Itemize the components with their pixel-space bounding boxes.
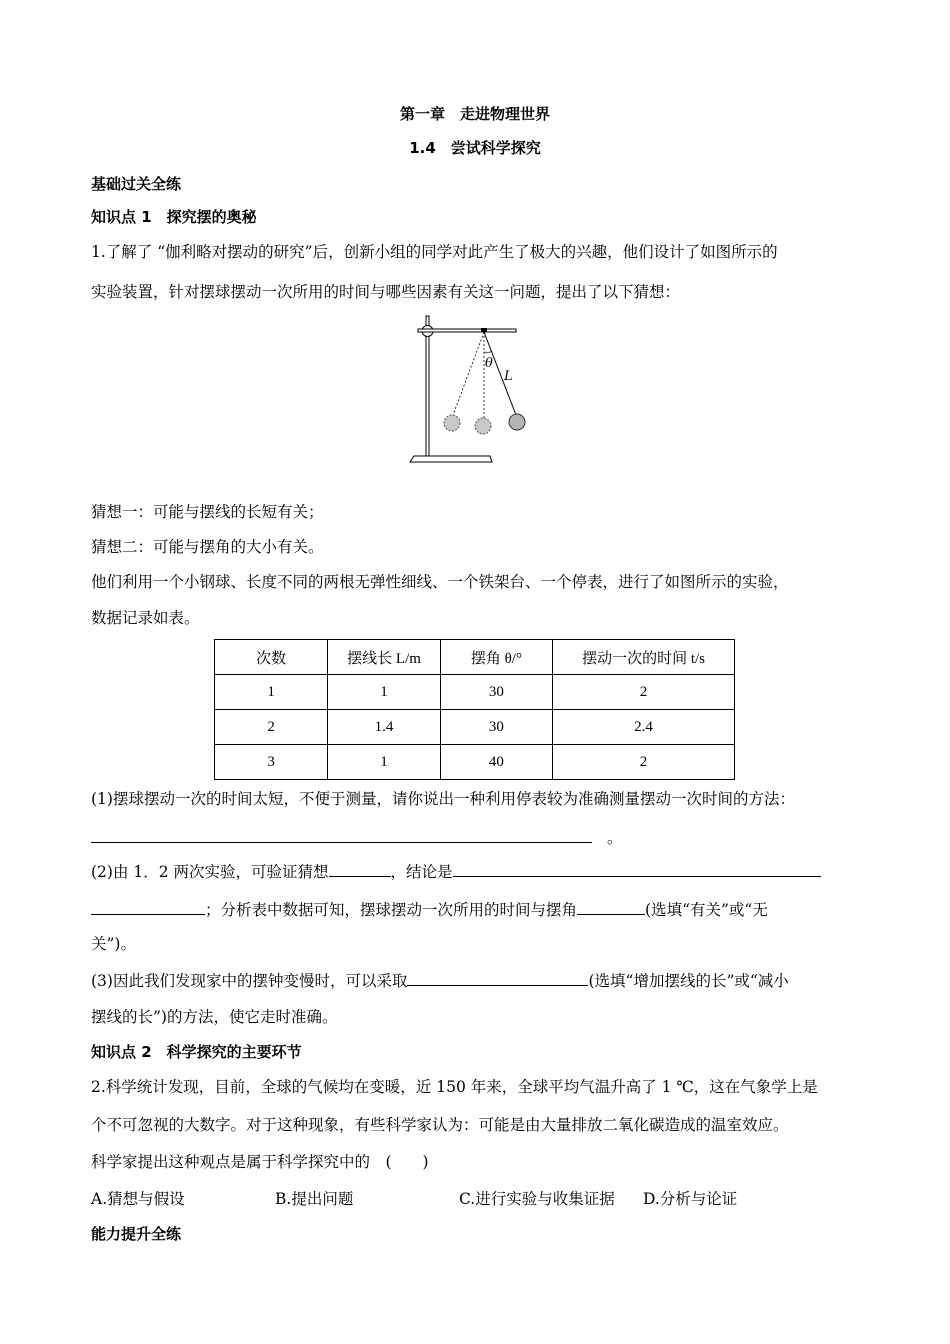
q1-text-line-2: 实验装置，针对摆球摆动一次所用的时间与哪些因素有关这一问题，提出了以下猜想： bbox=[91, 283, 681, 301]
table-row bbox=[215, 675, 735, 710]
table-cell: 1.4 bbox=[328, 710, 440, 745]
dashed-string-left bbox=[453, 332, 484, 415]
table-cell: 1 bbox=[328, 745, 440, 780]
pendulum-ball bbox=[509, 414, 525, 430]
table-row bbox=[215, 710, 735, 745]
table-cell: 30 bbox=[440, 675, 552, 710]
sub-question-2-line-2 bbox=[91, 899, 768, 920]
data-table bbox=[214, 639, 735, 780]
sub2-text-c: ；分析表中数据可知，摆球摆动一次所用的时间与摆角 bbox=[205, 901, 578, 919]
q1-text-line-4: 数据记录如表。 bbox=[91, 609, 200, 627]
sub2-text-b: ，结论是 bbox=[390, 863, 453, 881]
q1-text-line-3: 他们利用一个小钢球、长度不同的两根无弹性细线、一个铁架台、一个停表，进行了如图所示的实验， bbox=[91, 573, 789, 591]
table-cell: 40 bbox=[440, 745, 552, 780]
stand-base bbox=[410, 456, 492, 462]
answer-blank-clock[interactable] bbox=[407, 970, 588, 986]
sub-question-1-answer-line bbox=[91, 827, 622, 848]
sub3-text-a: (3)因此我们发现家中的摆钟变慢时，可以采取 bbox=[91, 972, 408, 990]
sub2-text-a: (2)由 1．2 两次实验，可验证猜想 bbox=[91, 863, 329, 881]
chapter-title: 第一章 走进物理世界 bbox=[399, 105, 550, 123]
part-heading-basic: 基础过关全练 bbox=[91, 175, 182, 193]
table-cell: 2 bbox=[553, 675, 735, 710]
table-cell: 3 bbox=[215, 745, 328, 780]
part-heading-advanced: 能力提升全练 bbox=[91, 1225, 182, 1243]
section-title: 1.4 尝试科学探究 bbox=[409, 139, 541, 157]
stand-arm bbox=[418, 329, 516, 332]
sub-question-3-line-1 bbox=[91, 970, 789, 991]
period-mark: 。 bbox=[606, 829, 623, 847]
theta-label: θ bbox=[485, 356, 493, 371]
option-c[interactable]: C.进行实验与收集证据 bbox=[459, 1190, 615, 1208]
option-a[interactable]: A.猜想与假设 bbox=[91, 1190, 185, 1208]
table-row bbox=[215, 745, 735, 780]
q2-text-line-2: 个不可忽视的大数字。对于这种现象，有些科学家认为：可能是由大量排放二氧化碳造成的温室效应。 bbox=[91, 1116, 789, 1134]
pivot-block bbox=[481, 328, 487, 332]
knowledge-point-1-heading: 知识点 1 探究摆的奥秘 bbox=[91, 208, 257, 226]
knowledge-point-2-heading: 知识点 2 科学探究的主要环节 bbox=[91, 1043, 302, 1061]
angle-arc bbox=[484, 351, 492, 352]
table-header-cell: 次数 bbox=[215, 640, 328, 675]
table-header-cell: 摆线长 L/m bbox=[328, 640, 440, 675]
length-label: L bbox=[504, 369, 513, 384]
answer-blank-method[interactable] bbox=[91, 827, 592, 843]
table-cell: 2 bbox=[553, 745, 735, 780]
sub-question-3-line-2: 摆线的长”)的方法，使它走时准确。 bbox=[91, 1008, 338, 1026]
table-header-row bbox=[215, 640, 735, 675]
option-d[interactable]: D.分析与论证 bbox=[643, 1190, 738, 1208]
table-header-cell: 摆动一次的时间 t/s bbox=[553, 640, 735, 675]
sub-question-2-line-1 bbox=[91, 861, 821, 882]
answer-blank-conclusion-cont[interactable] bbox=[91, 899, 205, 915]
table-cell: 1 bbox=[328, 675, 440, 710]
sub3-text-b: (选填“增加摆线的长”或“减小 bbox=[588, 972, 789, 990]
answer-blank-guess[interactable] bbox=[329, 861, 391, 877]
answer-blank-conclusion[interactable] bbox=[453, 861, 821, 877]
table-header-cell: 摆角 θ/° bbox=[440, 640, 552, 675]
answer-blank-angle[interactable] bbox=[577, 899, 645, 915]
q1-text-line-1: 1.了解了 “伽利略对摆动的研究”后，创新小组的同学对此产生了极大的兴趣，他们设计了如图所示的 bbox=[91, 243, 778, 261]
pendulum-apparatus-figure bbox=[406, 314, 536, 466]
table-cell: 1 bbox=[215, 675, 328, 710]
sub-question-2-line-3: 关”)。 bbox=[91, 935, 136, 953]
q2-text-line-1: 2.科学统计发现，目前，全球的气候均在变暖，近 150 年来，全球平均气温升高了 1 ℃，这在气象学上是 bbox=[91, 1078, 818, 1096]
ball-position-rest bbox=[475, 418, 491, 434]
q2-text-line-3: 科学家提出这种观点是属于科学探究中的 ( ) bbox=[91, 1153, 429, 1171]
guess-1: 猜想一：可能与摆线的长短有关； bbox=[91, 503, 324, 521]
sub2-text-d: (选填“有关”或“无 bbox=[645, 901, 768, 919]
option-b[interactable]: B.提出问题 bbox=[275, 1190, 354, 1208]
sub-question-1: (1)摆球摆动一次的时间太短，不便于测量，请你说出一种利用停表较为准确测量摆动一次时间的方法： bbox=[91, 790, 795, 808]
table-cell: 2.4 bbox=[553, 710, 735, 745]
guess-2: 猜想二：可能与摆角的大小有关。 bbox=[91, 538, 324, 556]
table-cell: 30 bbox=[440, 710, 552, 745]
ball-position-left bbox=[444, 415, 460, 431]
table-cell: 2 bbox=[215, 710, 328, 745]
